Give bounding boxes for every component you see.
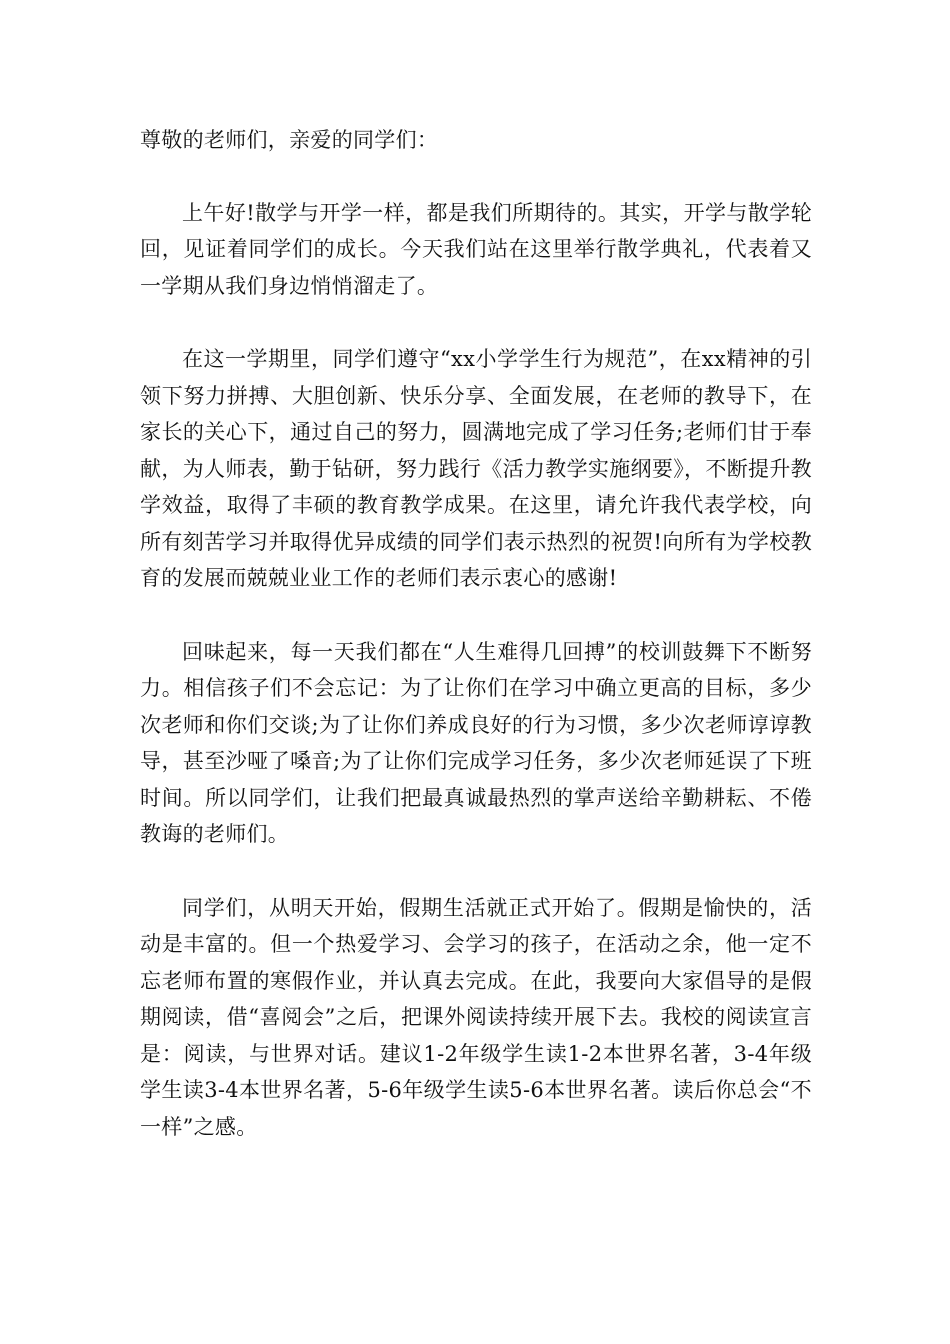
paragraph-1: 上午好!散学与开学一样，都是我们所期待的。其实，开学与散学轮回，见证着同学们的成长。今天我们站在这里举行散学典礼，代表着又一学期从我们身边悄悄溜走了。: [140, 200, 812, 298]
paragraph-4: 同学们，从明天开始，假期生活就正式开始了。假期是愉快的，活动是丰富的。但一个热爱学习、会学习的孩子，在活动之余，他一定不忘老师布置的寒假作业，并认真去完成。在此，我要向大家倡导的是假期阅读，借“喜阅会”之后，把课外阅读持续开展下去。我校的阅读宣言是：阅读，与世界对话。建议1-2年级学生读1-2本世界名著，3-4年级学生读3-4本世界名著，5-6年级学生读5-6本世界名著。读后你总会“不一样”之感。: [140, 895, 812, 1139]
paragraph-2: 在这一学期里，同学们遵守“xx小学学生行为规范”，在xx精神的引领下努力拼搏、大胆创新、快乐分享、全面发展，在老师的教导下，在家长的关心下，通过自己的努力，圆满地完成了学习任务;老师们甘于奉献，为人师表，勤于钻研，努力践行《活力教学实施纲要》，不断提升教学效益，取得了丰硕的教育教学成果。在这里，请允许我代表学校，向所有刻苦学习并取得优异成绩的同学们表示热烈的祝贺!向所有为学校教育的发展而兢兢业业工作的老师们表示衷心的感谢!: [140, 347, 812, 590]
greeting-line: 尊敬的老师们，亲爱的同学们：: [140, 128, 439, 152]
document-body: [140, 122, 812, 1182]
paragraph-3: 回味起来，每一天我们都在“人生难得几回搏”的校训鼓舞下不断努力。相信孩子们不会忘记：为了让你们在学习中确立更高的目标，多少次老师和你们交谈;为了让你们养成良好的行为习惯，多少次老师谆谆教导，甚至沙哑了嗓音;为了让你们完成学习任务，多少次老师延误了下班时间。所以同学们，让我们把最真诚最热烈的掌声送给辛勤耕耘、不倦教诲的老师们。: [140, 639, 812, 846]
